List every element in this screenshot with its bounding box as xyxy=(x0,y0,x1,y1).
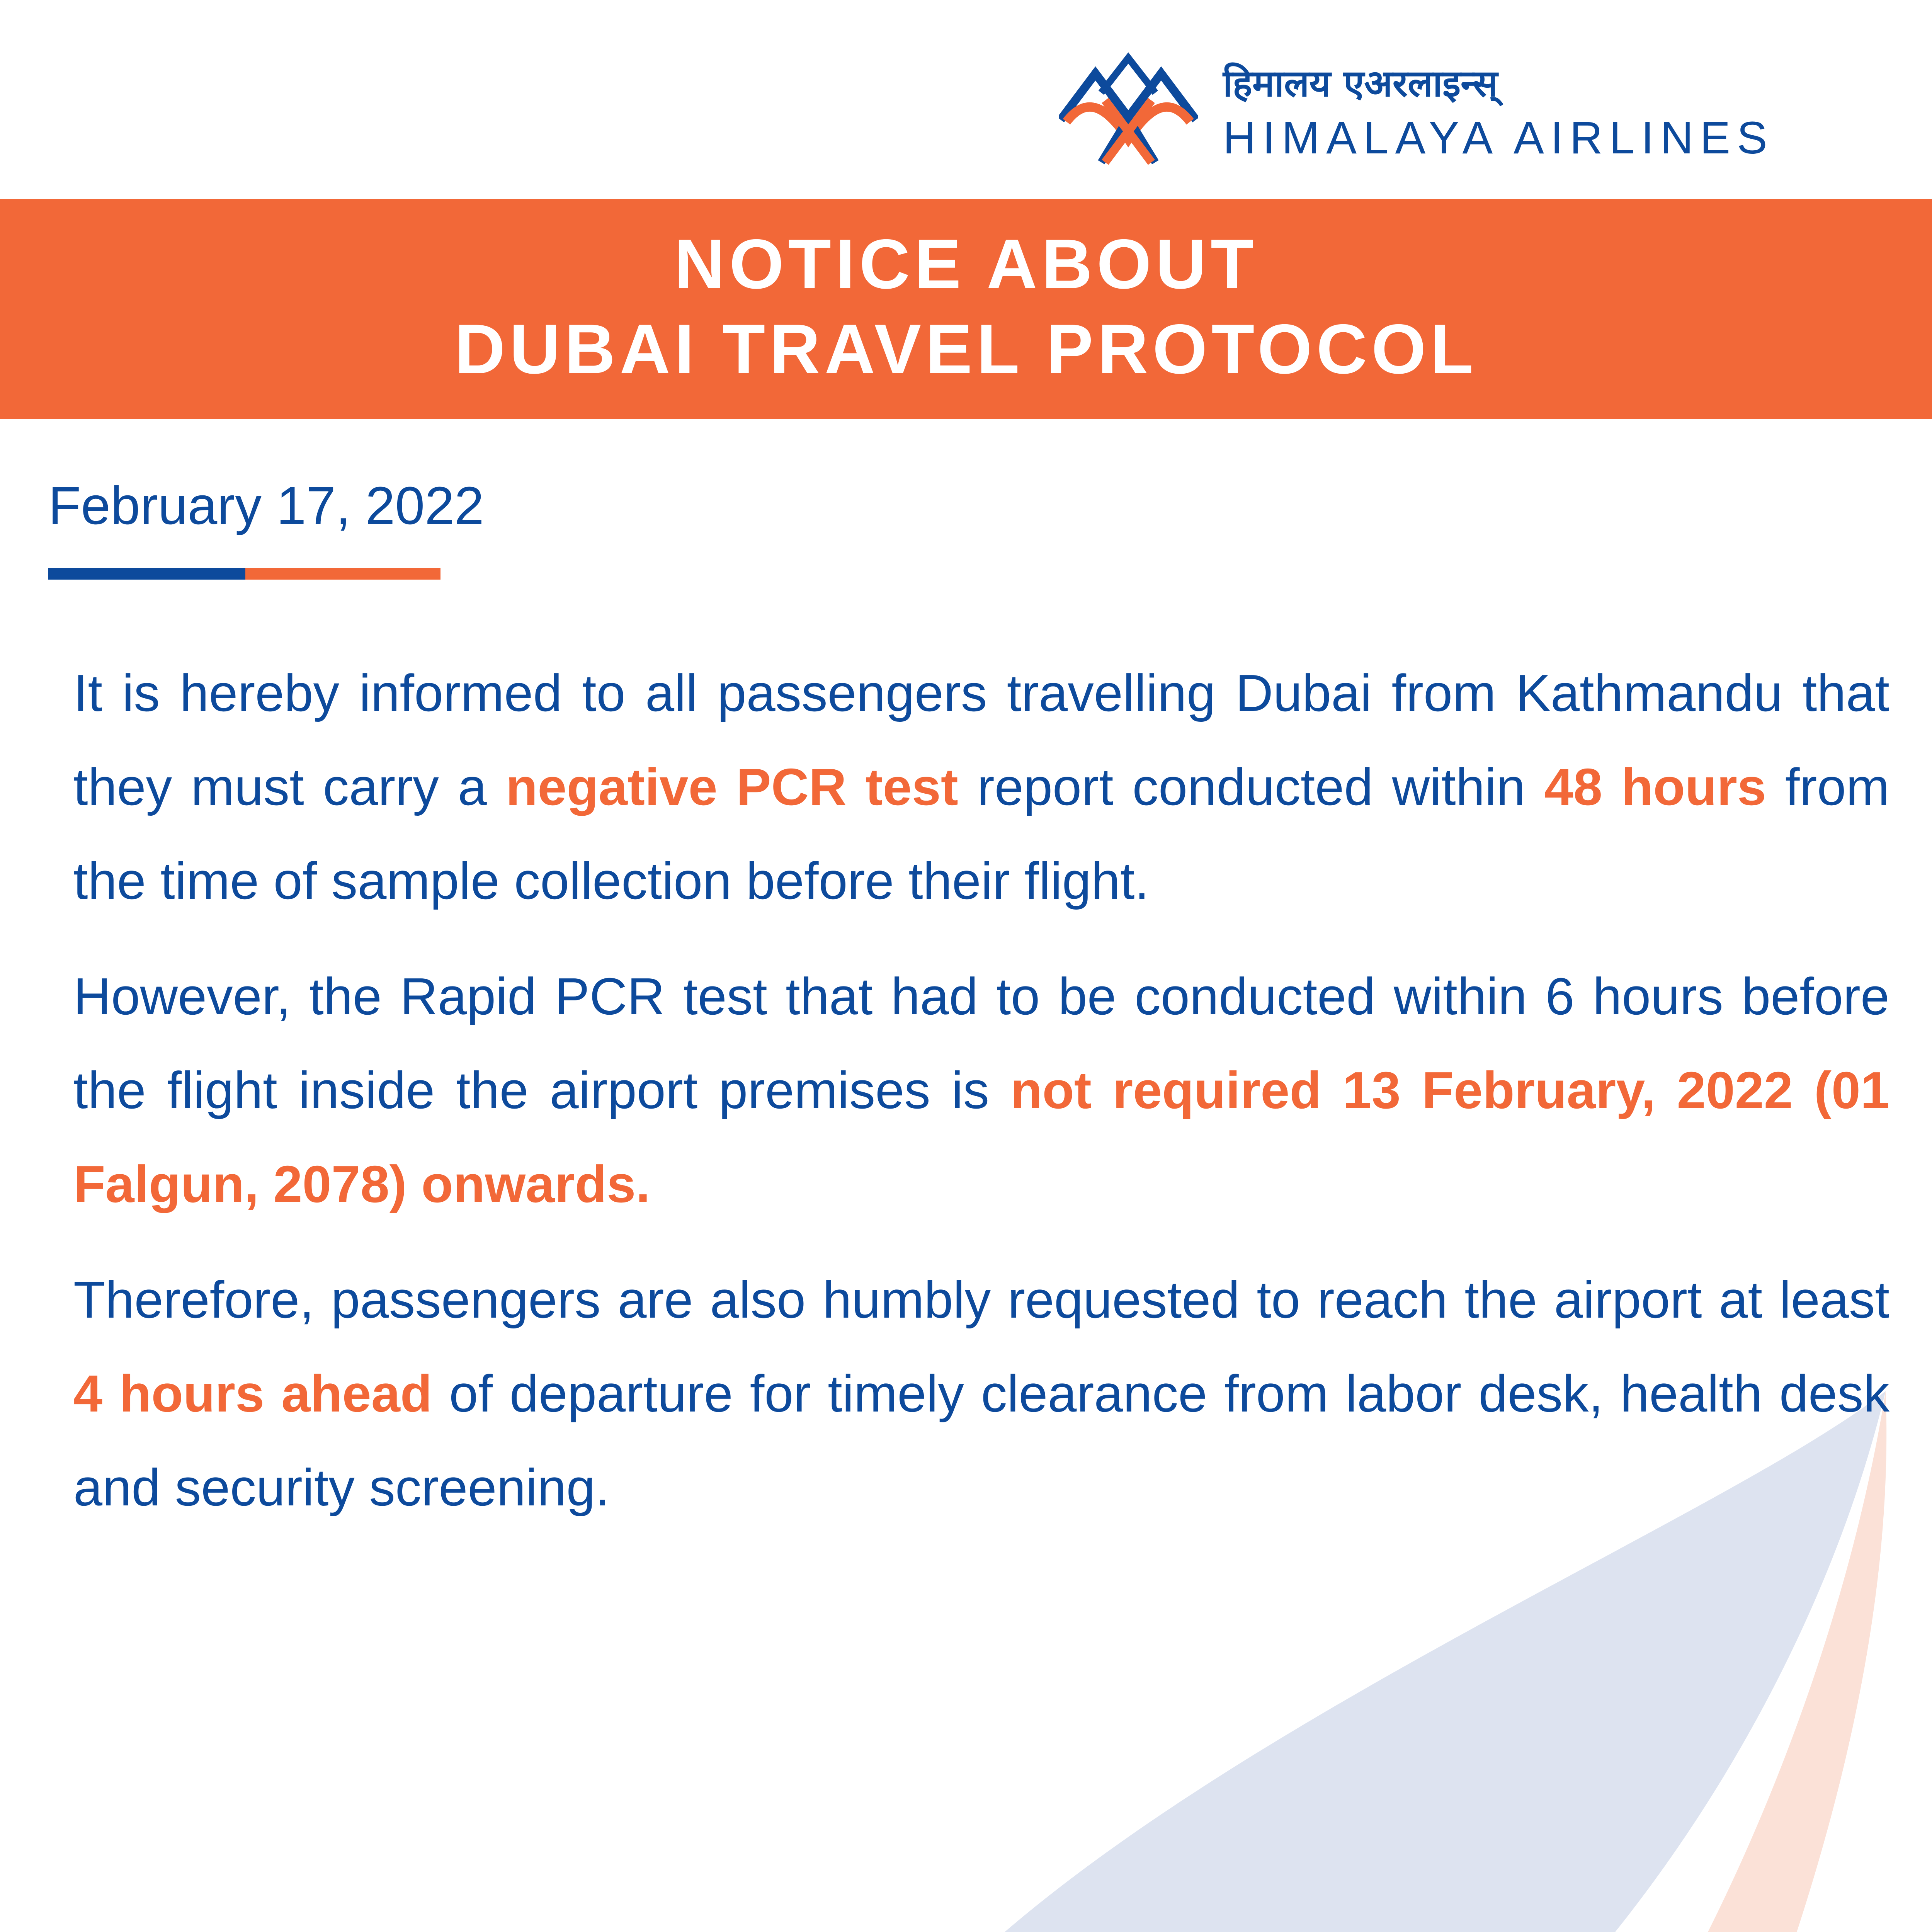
paragraph-rapid-pcr xyxy=(73,949,1889,1231)
himalaya-mountain-bird-logo-icon xyxy=(1059,50,1198,166)
highlight-4-hours-ahead: 4 hours ahead xyxy=(73,1364,432,1423)
text-segment: Therefore, passengers are also humbly requested to reach the airport at least xyxy=(73,1270,1889,1329)
brand-name-english: HIMALAYA AIRLINES xyxy=(1223,112,1774,163)
text-segment: report conducted within xyxy=(958,758,1544,816)
himalaya-airlines-logo xyxy=(1059,50,1893,174)
notice-body xyxy=(73,646,1889,1556)
text-segment: It is hereby informed to all passengers travelling Dubai from Kathmandu that they must carry a xyxy=(73,664,1889,816)
banner-title-line-1: NOTICE ABOUT xyxy=(674,224,1258,303)
highlight-48-hours: 48 hours xyxy=(1544,758,1766,816)
paragraph-pcr-requirement xyxy=(73,646,1889,928)
text-segment: However, the Rapid PCR test that had to be conducted within 6 hours before the flight inside the airport premises is xyxy=(73,967,1889,1119)
text-segment: from the time of sample collection before their flight. xyxy=(73,758,1889,910)
brand-name-devanagari: हिमालय एअरलाइन्स् xyxy=(1223,62,1498,105)
highlight-negative-pcr-test: negative PCR test xyxy=(505,758,958,816)
highlight-not-required-date: not required 13 February, 2022 (01 Falgun, 2078) onwards. xyxy=(73,1061,1889,1213)
date-underline-orange xyxy=(245,568,440,580)
date-underline-blue xyxy=(48,568,245,580)
banner-title-line-2: DUBAI TRAVEL PROTOCOL xyxy=(454,310,1478,388)
notice-title-banner xyxy=(0,199,1932,419)
paragraph-arrival-time xyxy=(73,1253,1889,1534)
notice-date: February 17, 2022 xyxy=(48,476,484,536)
text-segment: of departure for timely clearance from labor desk, health desk and security screening. xyxy=(73,1364,1889,1517)
